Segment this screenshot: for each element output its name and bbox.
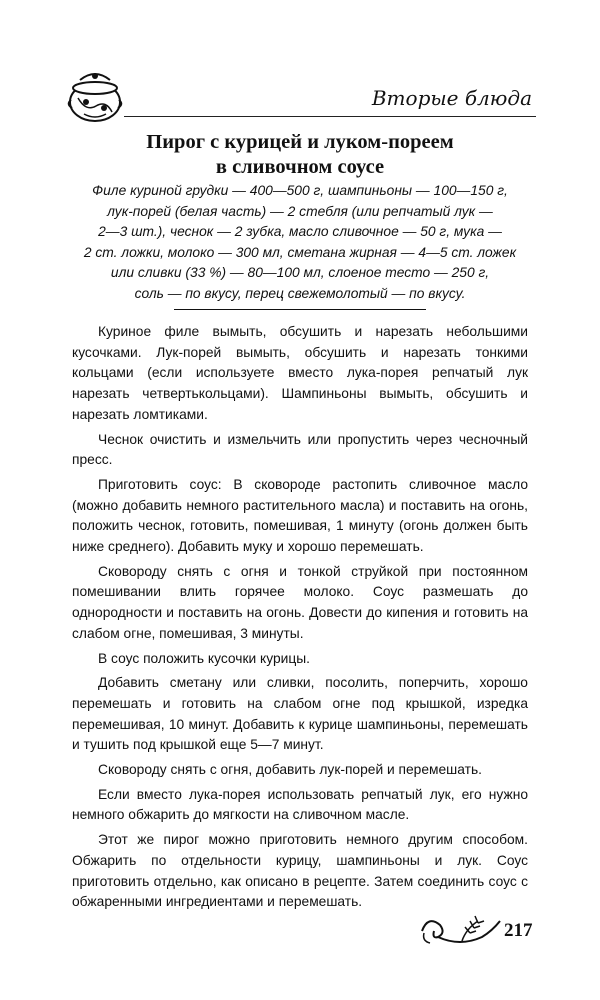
recipe-title-line: в сливочном соусе [215, 156, 385, 178]
section-divider [174, 309, 426, 310]
instruction-paragraph: Куриное филе вымыть, обсушить и нарезать небольшими кусочками. Лук-порей вымыть, обсушить и нарезать тонкими кольцами (если используете вместо лука-порея репчатый лук нарезать четвертькольцами). Шампиньоны вымыть, обсушить и нарезать ломтиками. [72, 324, 528, 422]
cooking-pot-icon [66, 66, 126, 126]
recipe-title [70, 130, 530, 180]
instruction-paragraph: Если вместо лука-порея использовать репчатый лук, его нужно немного обжарить до мягкости на сливочном масле. [72, 786, 528, 823]
page-header [66, 66, 536, 126]
section-title: Вторые блюда [371, 86, 532, 110]
ingredient-line: 2—3 шт.), чеснок — 2 зубка, масло сливочное — 50 г, мука — [98, 224, 502, 240]
ingredient-line: лук-порей (белая часть) — 2 стебля (или репчатый лук — [107, 203, 493, 219]
instruction-paragraph: Этот же пирог можно приготовить немного другим способом. Обжарить по отдельности курицу, шампиньоны и лук. Соус приготовить отдельно, как описано в рецепте. Затем соединить соус с обжаренными ингредиентами и перемешать. [72, 832, 528, 910]
recipe-instructions [72, 322, 528, 917]
instruction-paragraph: Сковороду снять с огня, добавить лук-порей и перемешать. [98, 762, 482, 778]
recipe-title-line: Пирог с курицей и луком-пореем [146, 131, 454, 153]
ingredient-list [64, 181, 536, 305]
ingredient-line: Филе куриной грудки — 400—500 г, шампиньоны — 100—150 г, [92, 183, 508, 198]
ingredient-line: 2 ст. ложки, молоко — 300 мл, сметана жирная — 4—5 ст. ложек [83, 244, 517, 260]
header-rule [124, 116, 536, 117]
instruction-paragraph: Добавить сметану или сливки, посолить, поперчить, хорошо перемешать и готовить на слабом огне под крышкой, изредка перемешивая, 10 минут. Добавить к курице шампиньоны, перемешать и тушить под крышкой еще 5—7 минут. [72, 675, 528, 753]
ingredient-line: или сливки (33 %) — 80—100 мл, слоеное тесто — 250 г, [110, 265, 490, 281]
instruction-paragraph: Сковороду снять с огня и тонкой струйкой при постоянном помешивании влить горячее молоко. Соус размешать до однородности и поставить на огонь. Довести до кипения и готовить на слабом огне, помешивая, 3 минуты. [72, 563, 528, 641]
ingredient-line: соль — по вкусу, перец свежемолотый — по вкусу. [134, 285, 466, 301]
floral-ornament-icon [420, 911, 502, 951]
instruction-paragraph: Приготовить соус: В сковороде растопить сливочное масло (можно добавить немного растительного масла) и поставить на огонь, положить чеснок, готовить, помешивая, 1 минуту (огонь должен быть ниже среднего). Добавить муку и хорошо перемешать. [72, 476, 528, 555]
instruction-paragraph: В соус положить кусочки курицы. [98, 650, 311, 666]
page-number: 217 [504, 920, 533, 941]
instruction-paragraph: Чеснок очистить и измельчить или пропустить через чесночный пресс. [72, 431, 528, 468]
